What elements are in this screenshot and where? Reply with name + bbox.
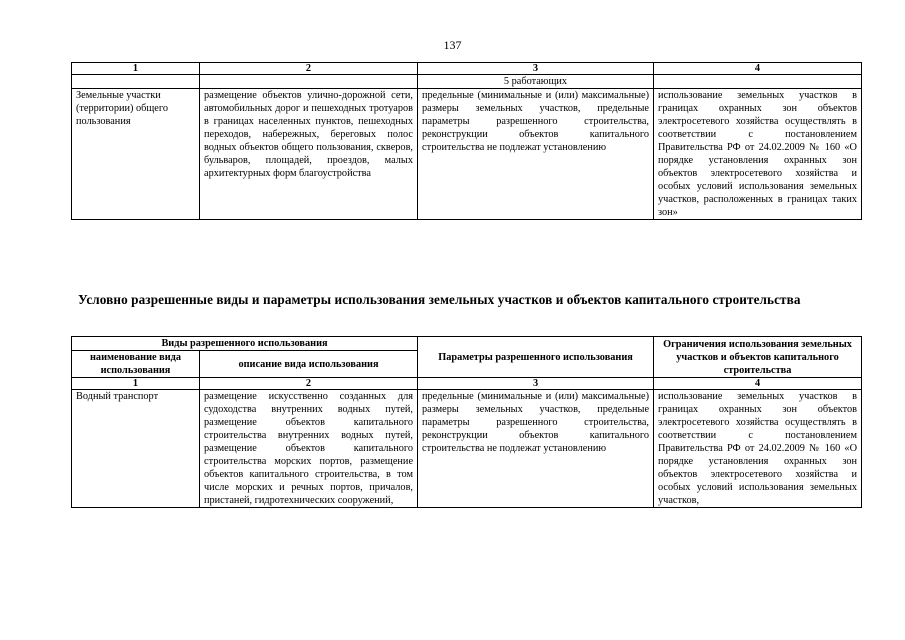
column-number: 3: [418, 63, 654, 75]
column-number: 4: [654, 63, 862, 75]
use-name-cell: Водный транспорт: [72, 390, 200, 508]
carry-over-row: [72, 75, 862, 89]
table-header-row: [72, 337, 862, 351]
column-number: 3: [418, 378, 654, 390]
use-restrictions-cell: использование земельных участков в границах охранных зон объектов электросетевого хозяйства осуществлять в соответствии с постановлением Правительства РФ от 24.02.2009 № 160 «О порядке установления охранных зон объектов электросетевого хозяйства и особых условий использования земельных участков,: [654, 390, 862, 508]
column-number: 4: [654, 378, 862, 390]
allowed-uses-table-continued: [71, 62, 862, 220]
section-title: Условно разрешенные виды и параметры использования земельных участков и объектов капитального строительства: [78, 292, 801, 307]
carry-over-text: 5 работающих: [418, 75, 654, 89]
column-number: 1: [72, 63, 200, 75]
column-number-row: [72, 63, 862, 75]
restrictions-header: Ограничения использования земельных участков и объектов капитального строительства: [654, 337, 862, 378]
uses-group-header: Виды разрешенного использования: [72, 337, 418, 351]
use-restrictions-cell: использование земельных участков в границах охранных зон объектов электросетевого хозяйства осуществлять в соответствии с постановлением Правительства РФ от 24.02.2009 № 160 «О порядке установления охранных зон объектов электросетевого хозяйства и особых условий использования земельных участков, расположенных в границах таких зон»: [654, 89, 862, 220]
use-description-cell: размещение искусственно созданных для судоходства внутренних водных путей, размещение объектов капитального строительства внутренних водных путей, размещение объектов капитального строительства морских портов, размещение объектов капитального строительства, в том числе морских и речных портов, причалов, пристаней, гидротехнических сооружений,: [200, 390, 418, 508]
conditional-uses-table: [71, 336, 862, 508]
page-number: 137: [443, 38, 462, 52]
use-name-cell: Земельные участки (территории) общего пользования: [72, 89, 200, 220]
column-number: 1: [72, 378, 200, 390]
parameters-header: Параметры разрешенного использования: [418, 337, 654, 378]
use-parameters-cell: предельные (минимальные и (или) максимальные) размеры земельных участков, предельные параметры разрешенного строительства, реконструкции объектов капитального строительства не подлежат установлению: [418, 390, 654, 508]
use-description-header: описание вида использования: [200, 351, 418, 378]
use-parameters-cell: предельные (минимальные и (или) максимальные) размеры земельных участков, предельные параметры разрешенного строительства, реконструкции объектов капитального строительства не подлежат установлению: [418, 89, 654, 220]
use-description-cell: размещение объектов улично-дорожной сети, автомобильных дорог и пешеходных тротуаров в границах населенных пунктов, пешеходных переходов, набережных, береговых полос водных объектов общего пользования, скверов, бульваров, площадей, проездов, малых архитектурных форм благоустройства: [200, 89, 418, 220]
column-number: 2: [200, 378, 418, 390]
table-row: [72, 390, 862, 508]
table-row: [72, 89, 862, 220]
use-name-header: наименование вида использования: [72, 351, 200, 378]
column-number: 2: [200, 63, 418, 75]
column-number-row: [72, 378, 862, 390]
